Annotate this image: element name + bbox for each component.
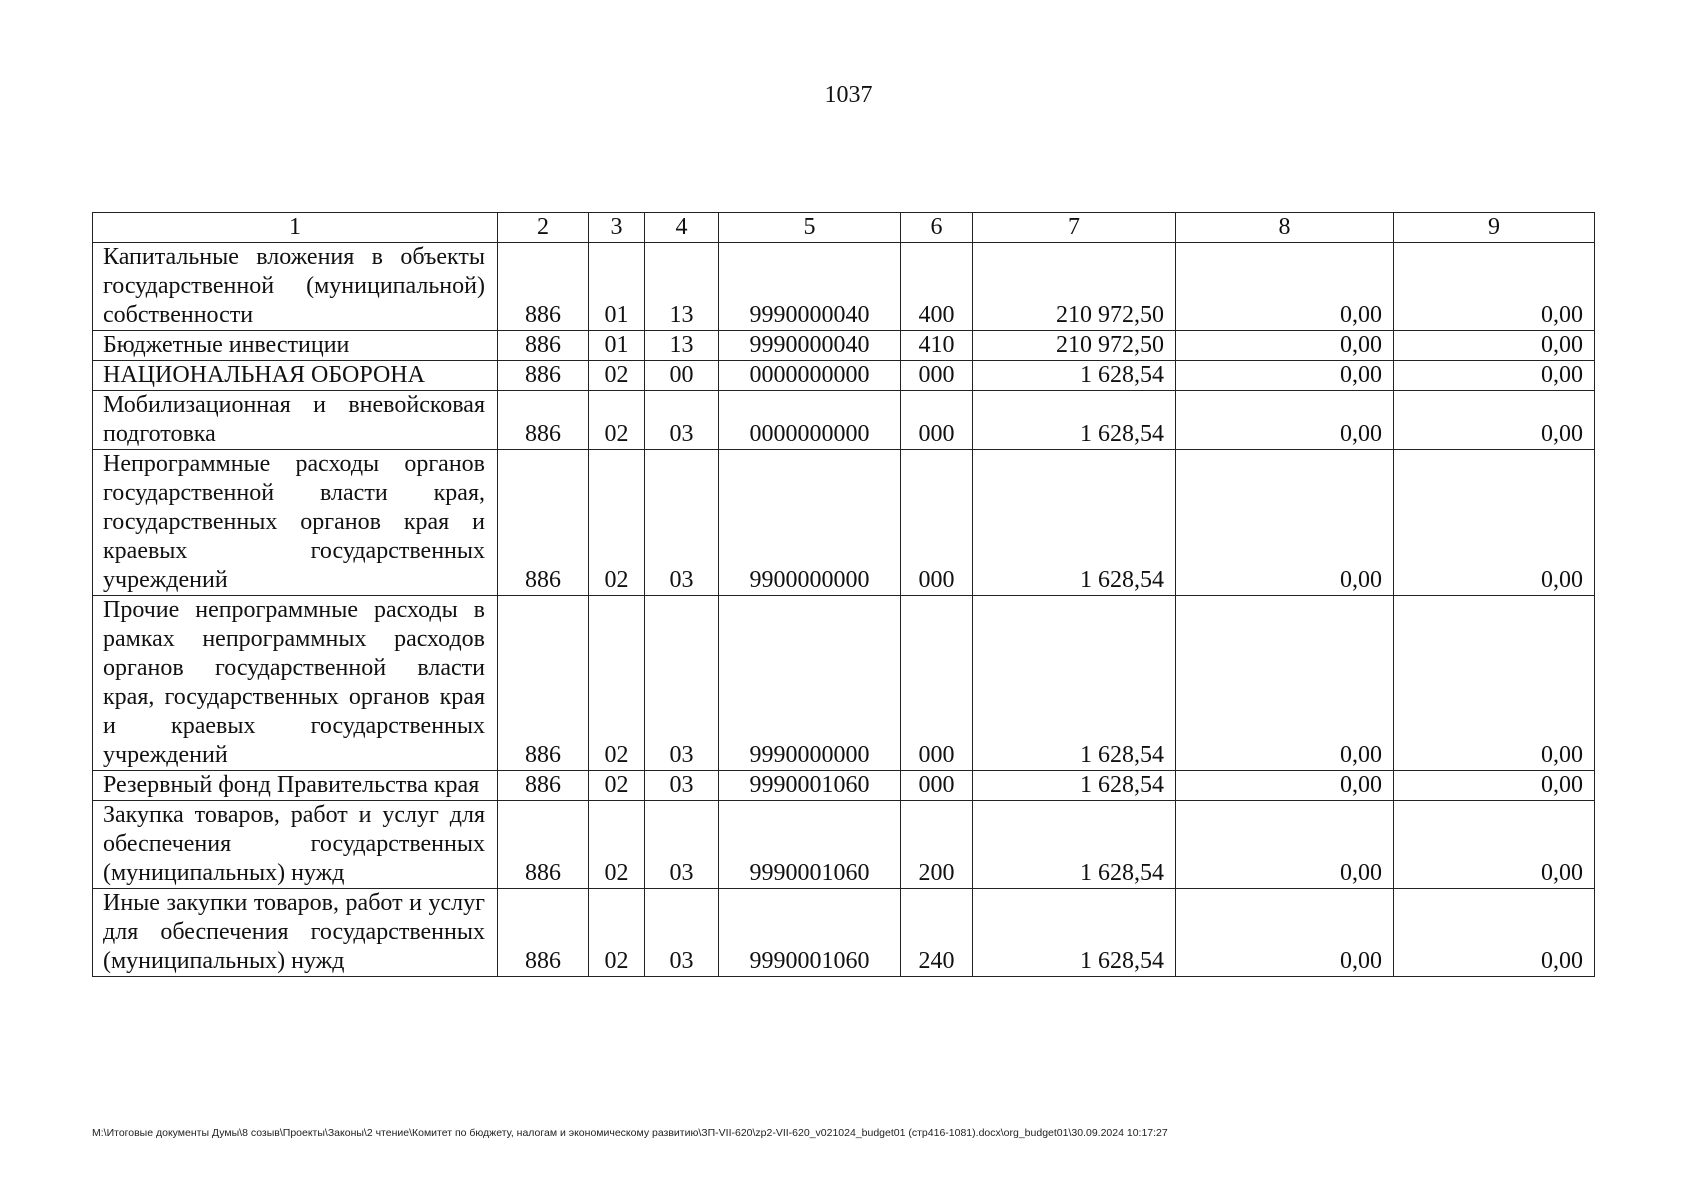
amount-cell: 210 972,50 [973, 243, 1176, 331]
section-code-cell: 02 [589, 450, 645, 596]
target-article-cell: 9990001060 [719, 771, 901, 801]
expense-type-cell: 410 [901, 331, 973, 361]
ministry-code-cell: 886 [498, 801, 589, 889]
expense-type-cell: 200 [901, 801, 973, 889]
column-header: 4 [645, 213, 719, 243]
footer-file-path: M:\Итоговые документы Думы\8 созыв\Проекты\Законы\2 чтение\Комитет по бюджету, налогам и экономическому развитию\ЗП-VII-620\zp2-VII-620_v021024_budget01 (стр416-1081).docx\org_budget01\30.09.2024 10:17:27 [92, 1127, 1168, 1139]
page-number: 1037 [824, 82, 873, 108]
column-header: 8 [1176, 213, 1394, 243]
ministry-code-cell: 886 [498, 596, 589, 771]
expense-type-cell: 000 [901, 391, 973, 450]
section-code-cell: 02 [589, 771, 645, 801]
section-code-cell: 02 [589, 391, 645, 450]
budget-table [92, 212, 1595, 977]
column-header: 2 [498, 213, 589, 243]
row-name-cell: Капитальные вложения в объекты государственной (муниципальной) собственности [93, 243, 498, 331]
section-code-cell: 02 [589, 889, 645, 977]
section-code-cell: 02 [589, 361, 645, 391]
table-row [93, 771, 1595, 801]
target-article-cell: 9990000040 [719, 243, 901, 331]
expense-type-cell: 240 [901, 889, 973, 977]
amount-cell: 0,00 [1394, 596, 1595, 771]
amount-cell: 0,00 [1176, 243, 1394, 331]
column-header: 5 [719, 213, 901, 243]
target-article-cell: 9990000000 [719, 596, 901, 771]
subsection-code-cell: 13 [645, 243, 719, 331]
column-header: 9 [1394, 213, 1595, 243]
expense-type-cell: 000 [901, 361, 973, 391]
table-row [93, 801, 1595, 889]
amount-cell: 1 628,54 [973, 391, 1176, 450]
amount-cell: 210 972,50 [973, 331, 1176, 361]
ministry-code-cell: 886 [498, 361, 589, 391]
row-name-cell: НАЦИОНАЛЬНАЯ ОБОРОНА [93, 361, 498, 391]
target-article-cell: 0000000000 [719, 361, 901, 391]
amount-cell: 1 628,54 [973, 361, 1176, 391]
subsection-code-cell: 00 [645, 361, 719, 391]
table-row [93, 450, 1595, 596]
table-header-row [93, 213, 1595, 243]
target-article-cell: 9900000000 [719, 450, 901, 596]
table-row [93, 243, 1595, 331]
expense-type-cell: 000 [901, 771, 973, 801]
ministry-code-cell: 886 [498, 243, 589, 331]
target-article-cell: 9990001060 [719, 889, 901, 977]
expense-type-cell: 000 [901, 596, 973, 771]
subsection-code-cell: 03 [645, 801, 719, 889]
row-name-cell: Иные закупки товаров, работ и услуг для обеспечения государственных (муниципальных) нужд [93, 889, 498, 977]
ministry-code-cell: 886 [498, 391, 589, 450]
amount-cell: 1 628,54 [973, 801, 1176, 889]
amount-cell: 1 628,54 [973, 596, 1176, 771]
amount-cell: 0,00 [1176, 450, 1394, 596]
table-row [93, 391, 1595, 450]
amount-cell: 0,00 [1176, 361, 1394, 391]
table-row [93, 596, 1595, 771]
row-name-cell: Бюджетные инвестиции [93, 331, 498, 361]
amount-cell: 0,00 [1394, 801, 1595, 889]
amount-cell: 0,00 [1394, 361, 1595, 391]
amount-cell: 0,00 [1176, 391, 1394, 450]
subsection-code-cell: 03 [645, 771, 719, 801]
amount-cell: 0,00 [1176, 331, 1394, 361]
row-name-cell: Прочие непрограммные расходы в рамках непрограммных расходов органов государственной власти края, государственных органов края и краевых государственных учреждений [93, 596, 498, 771]
section-code-cell: 01 [589, 331, 645, 361]
row-name-cell: Непрограммные расходы органов государственной власти края, государственных органов края и краевых государственных учреждений [93, 450, 498, 596]
column-header: 6 [901, 213, 973, 243]
amount-cell: 0,00 [1394, 889, 1595, 977]
target-article-cell: 0000000000 [719, 391, 901, 450]
amount-cell: 0,00 [1394, 450, 1595, 596]
ministry-code-cell: 886 [498, 450, 589, 596]
amount-cell: 0,00 [1394, 391, 1595, 450]
amount-cell: 0,00 [1176, 596, 1394, 771]
section-code-cell: 02 [589, 596, 645, 771]
subsection-code-cell: 03 [645, 889, 719, 977]
amount-cell: 1 628,54 [973, 450, 1176, 596]
amount-cell: 0,00 [1176, 801, 1394, 889]
expense-type-cell: 400 [901, 243, 973, 331]
table-row [93, 889, 1595, 977]
column-header: 3 [589, 213, 645, 243]
column-header: 7 [973, 213, 1176, 243]
amount-cell: 1 628,54 [973, 771, 1176, 801]
amount-cell: 0,00 [1176, 889, 1394, 977]
amount-cell: 0,00 [1394, 771, 1595, 801]
column-header: 1 [93, 213, 498, 243]
ministry-code-cell: 886 [498, 771, 589, 801]
section-code-cell: 01 [589, 243, 645, 331]
subsection-code-cell: 13 [645, 331, 719, 361]
section-code-cell: 02 [589, 801, 645, 889]
row-name-cell: Мобилизационная и вневойсковая подготовка [93, 391, 498, 450]
amount-cell: 0,00 [1176, 771, 1394, 801]
ministry-code-cell: 886 [498, 889, 589, 977]
target-article-cell: 9990000040 [719, 331, 901, 361]
amount-cell: 0,00 [1394, 331, 1595, 361]
subsection-code-cell: 03 [645, 450, 719, 596]
row-name-cell: Закупка товаров, работ и услуг для обеспечения государственных (муниципальных) нужд [93, 801, 498, 889]
subsection-code-cell: 03 [645, 596, 719, 771]
target-article-cell: 9990001060 [719, 801, 901, 889]
row-name-cell: Резервный фонд Правительства края [93, 771, 498, 801]
amount-cell: 1 628,54 [973, 889, 1176, 977]
expense-type-cell: 000 [901, 450, 973, 596]
ministry-code-cell: 886 [498, 331, 589, 361]
amount-cell: 0,00 [1394, 243, 1595, 331]
table-row [93, 331, 1595, 361]
subsection-code-cell: 03 [645, 391, 719, 450]
table-row [93, 361, 1595, 391]
